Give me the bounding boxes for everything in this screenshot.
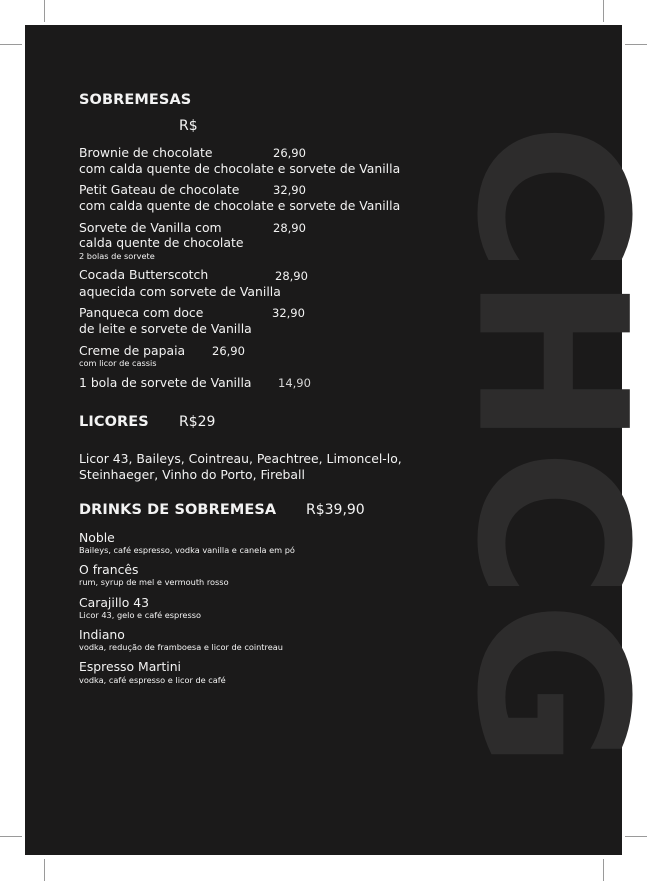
item-price: 28,90 [273,221,306,235]
drink-description: rum, syrup de mel e vermouth rosso [79,577,229,587]
section-title-drinks: DRINKS DE SOBREMESA [79,502,277,518]
item-price: 14,90 [278,376,311,390]
item-name: Cocada Butterscotch [79,267,209,282]
item-name: Creme de papaia [79,343,186,358]
item-price: 32,90 [272,306,305,320]
drink-name: Espresso Martini [79,659,181,674]
item-description: com calda quente de chocolate e sorvete de Vanilla [79,198,401,213]
crop-mark [603,0,604,22]
item-description: de leite e sorvete de Vanilla [79,321,252,336]
licores-list: Licor 43, Baileys, Cointreau, Peachtree, Limoncel-lo, Steinhaeger, Vinho do Porto, Fireball [79,451,402,482]
item-price: 26,90 [212,344,245,358]
item-description: aquecida com sorvete de Vanilla [79,284,281,299]
item-note: com licor de cassis [79,358,157,368]
item-name: Panqueca com doce [79,305,204,320]
drink-name: Carajillo 43 [79,595,149,610]
drink-name: Noble [79,530,115,545]
drink-description: vodka, redução de framboesa e licor de cointreau [79,642,283,652]
item-price: 28,90 [275,269,308,283]
item-note: 2 bolas de sorvete [79,251,155,261]
item-description: com calda quente de chocolate e sorvete de Vanilla [79,161,401,176]
crop-mark [0,836,22,837]
drink-description: Licor 43, gelo e café espresso [79,610,202,620]
item-description: calda quente de chocolate [79,235,244,250]
item-price: 26,90 [273,146,306,160]
drink-description: vodka, café espresso e licor de café [79,675,226,685]
item-name: Sorvete de Vanilla com [79,220,222,235]
drink-name: O francês [79,562,139,577]
crop-mark [603,859,604,881]
menu-page [25,25,669,855]
currency-label: R$ [179,118,198,134]
crop-mark [44,0,45,22]
section-title-licores: LICORES [79,414,149,430]
section-price-drinks: R$39,90 [306,502,365,518]
section-price-licores: R$29 [179,414,216,430]
item-price: 32,90 [273,183,306,197]
crop-mark [0,44,22,45]
brand-watermark: CHCG [431,122,669,772]
item-name: 1 bola de sorvete de Vanilla [79,375,252,390]
crop-mark [44,859,45,881]
crop-mark [625,44,647,45]
item-name: Petit Gateau de chocolate [79,182,240,197]
drink-name: Indiano [79,627,125,642]
drink-description: Baileys, café espresso, vodka vanilla e canela em pó [79,545,295,555]
section-title-sobremesas: SOBREMESAS [79,92,192,108]
item-name: Brownie de chocolate [79,145,213,160]
